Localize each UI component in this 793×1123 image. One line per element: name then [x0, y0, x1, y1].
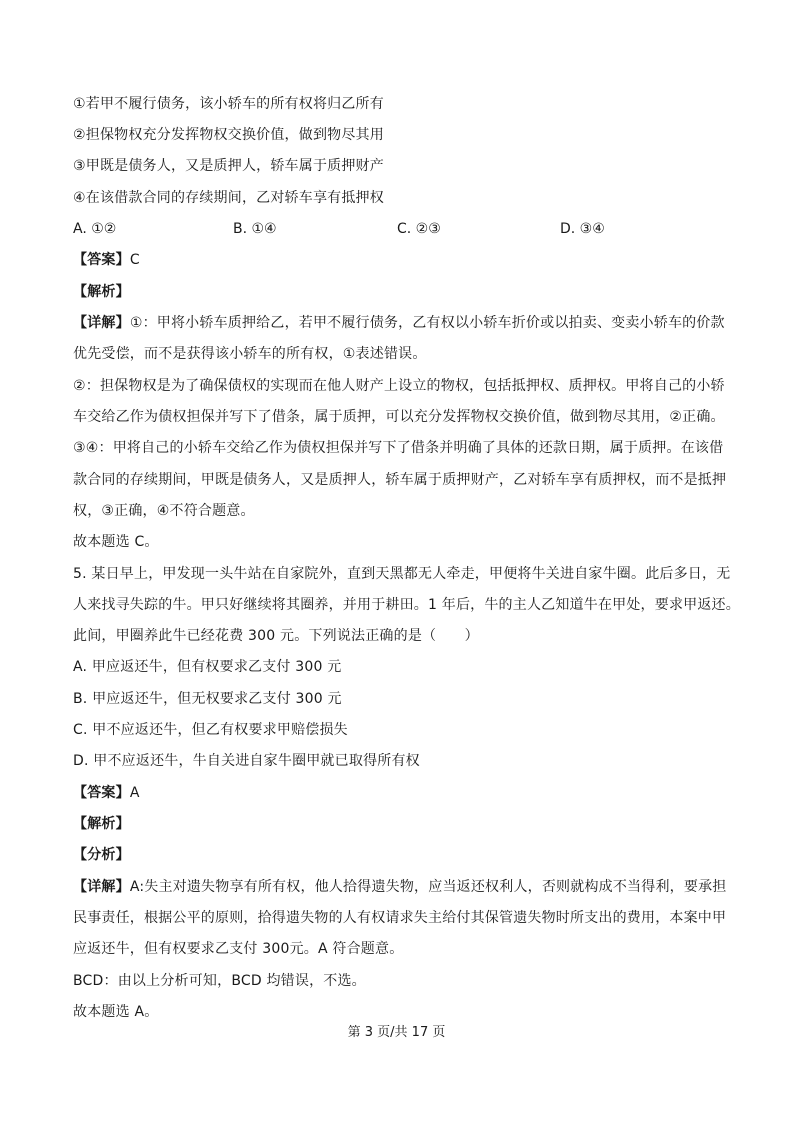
q4-detail-p2-line1: ②：担保物权是为了确保债权的实现而在他人财产上设立的物权，包括抵押权、质押权。甲将自己的小轿 [73, 378, 725, 394]
q5-stem-line1: 5. 某日早上，甲发现一头牛站在自家院外，直到天黑都无人牵走，甲便将牛关进自家牛圈。此后多日，无 [73, 566, 731, 582]
q5-option-b: B. 甲应返还牛，但无权要求乙支付 300 元 [73, 691, 342, 707]
page-footer: 第 3 页/共 17 页 [347, 1025, 446, 1040]
q4-detail-p3-line3: 权，③正确，④不符合题意。 [73, 503, 255, 519]
q4-option-a: A. ①② [73, 221, 117, 237]
q5-answer [73, 783, 723, 803]
q4-item-2: ②担保物权充分发挥物权交换价值，做到物尽其用 [73, 127, 384, 143]
q4-option-d: D. ③④ [560, 221, 605, 237]
q4-option-b: B. ①④ [233, 221, 277, 237]
answer-tag: 【答案】 [73, 252, 130, 268]
q4-detail-p3-line2: 款合同的存续期间，甲既是债务人，又是质押人，轿车属于质押财产，乙对轿车享有质押权，而不是抵押 [73, 472, 727, 488]
detail-text: ①：甲将小轿车质押给乙，若甲不履行债务，乙有权以小轿车折价或以拍卖、变卖小轿车的价款 [129, 315, 725, 331]
detail-text: A:失主对遗失物享有所有权，他人拾得遗失物，应当返还权利人，否则就构成不当得利，要承担 [129, 879, 727, 895]
q5-stem-line3: 此间，甲圈养此牛已经花费 300 元。下列说法正确的是（ ） [73, 628, 479, 644]
answer-value: C [129, 252, 140, 268]
q4-option-c: C. ②③ [397, 221, 441, 237]
q4-detail-p3-line1: ③④：甲将自己的小轿车交给乙作为债权担保并写下了借条并明确了具体的还款日期，属于质押。在该借 [73, 440, 724, 456]
q4-detail-p1-line1 [73, 313, 723, 333]
q4-detail-p2-line2: 车交给乙作为债权担保并写下了借条，属于质押，可以充分发挥物权交换价值，做到物尽其用，②正确。 [73, 409, 725, 425]
answer-tag: 【答案】 [73, 785, 130, 801]
q4-analysis-tag: 【解析】 [73, 284, 130, 300]
q5-option-d: D. 甲不应返还牛，牛自关进自家牛圈甲就已取得所有权 [73, 753, 420, 769]
detail-tag: 【详解】 [73, 315, 130, 331]
answer-value: A [129, 785, 140, 801]
q4-detail-p1-line2: 优先受偿，而不是获得该小轿车的所有权，①表述错误。 [73, 346, 427, 362]
q5-detail-line4: BCD：由以上分析可知，BCD 均错误，不选。 [73, 973, 366, 989]
q5-stem-line2: 人来找寻失踪的牛。甲只好继续将其圈养，并用于耕田。1 年后，牛的主人乙知道牛在甲处，要求甲返还。 [73, 597, 740, 613]
q4-options-row [73, 219, 723, 239]
q4-item-4: ④在该借款合同的存续期间，乙对轿车享有抵押权 [73, 190, 384, 206]
q5-option-c: C. 甲不应返还牛，但乙有权要求甲赔偿损失 [73, 722, 348, 738]
q4-item-1: ①若甲不履行债务，该小轿车的所有权将归乙所有 [73, 96, 384, 112]
q5-detail-line3: 应返还牛，但有权要求乙支付 300元。A 符合题意。 [73, 941, 404, 957]
q5-detail-line1 [73, 877, 727, 897]
detail-tag: 【详解】 [73, 879, 130, 895]
q5-analysis-tag: 【解析】 [73, 816, 130, 832]
q5-conclusion: 故本题选 A。 [73, 1004, 159, 1020]
q5-option-a: A. 甲应返还牛，但有权要求乙支付 300 元 [73, 659, 342, 675]
q4-answer [73, 250, 723, 270]
q4-item-3: ③甲既是债务人，又是质押人，轿车属于质押财产 [73, 158, 384, 174]
q4-conclusion: 故本题选 C。 [73, 534, 159, 550]
q5-detail-line2: 民事责任，根据公平的原则，拾得遗失物的人有权请求失主给付其保管遗失物时所支出的费用，本案中甲 [73, 910, 727, 926]
q5-fenxi-tag: 【分析】 [73, 847, 130, 863]
